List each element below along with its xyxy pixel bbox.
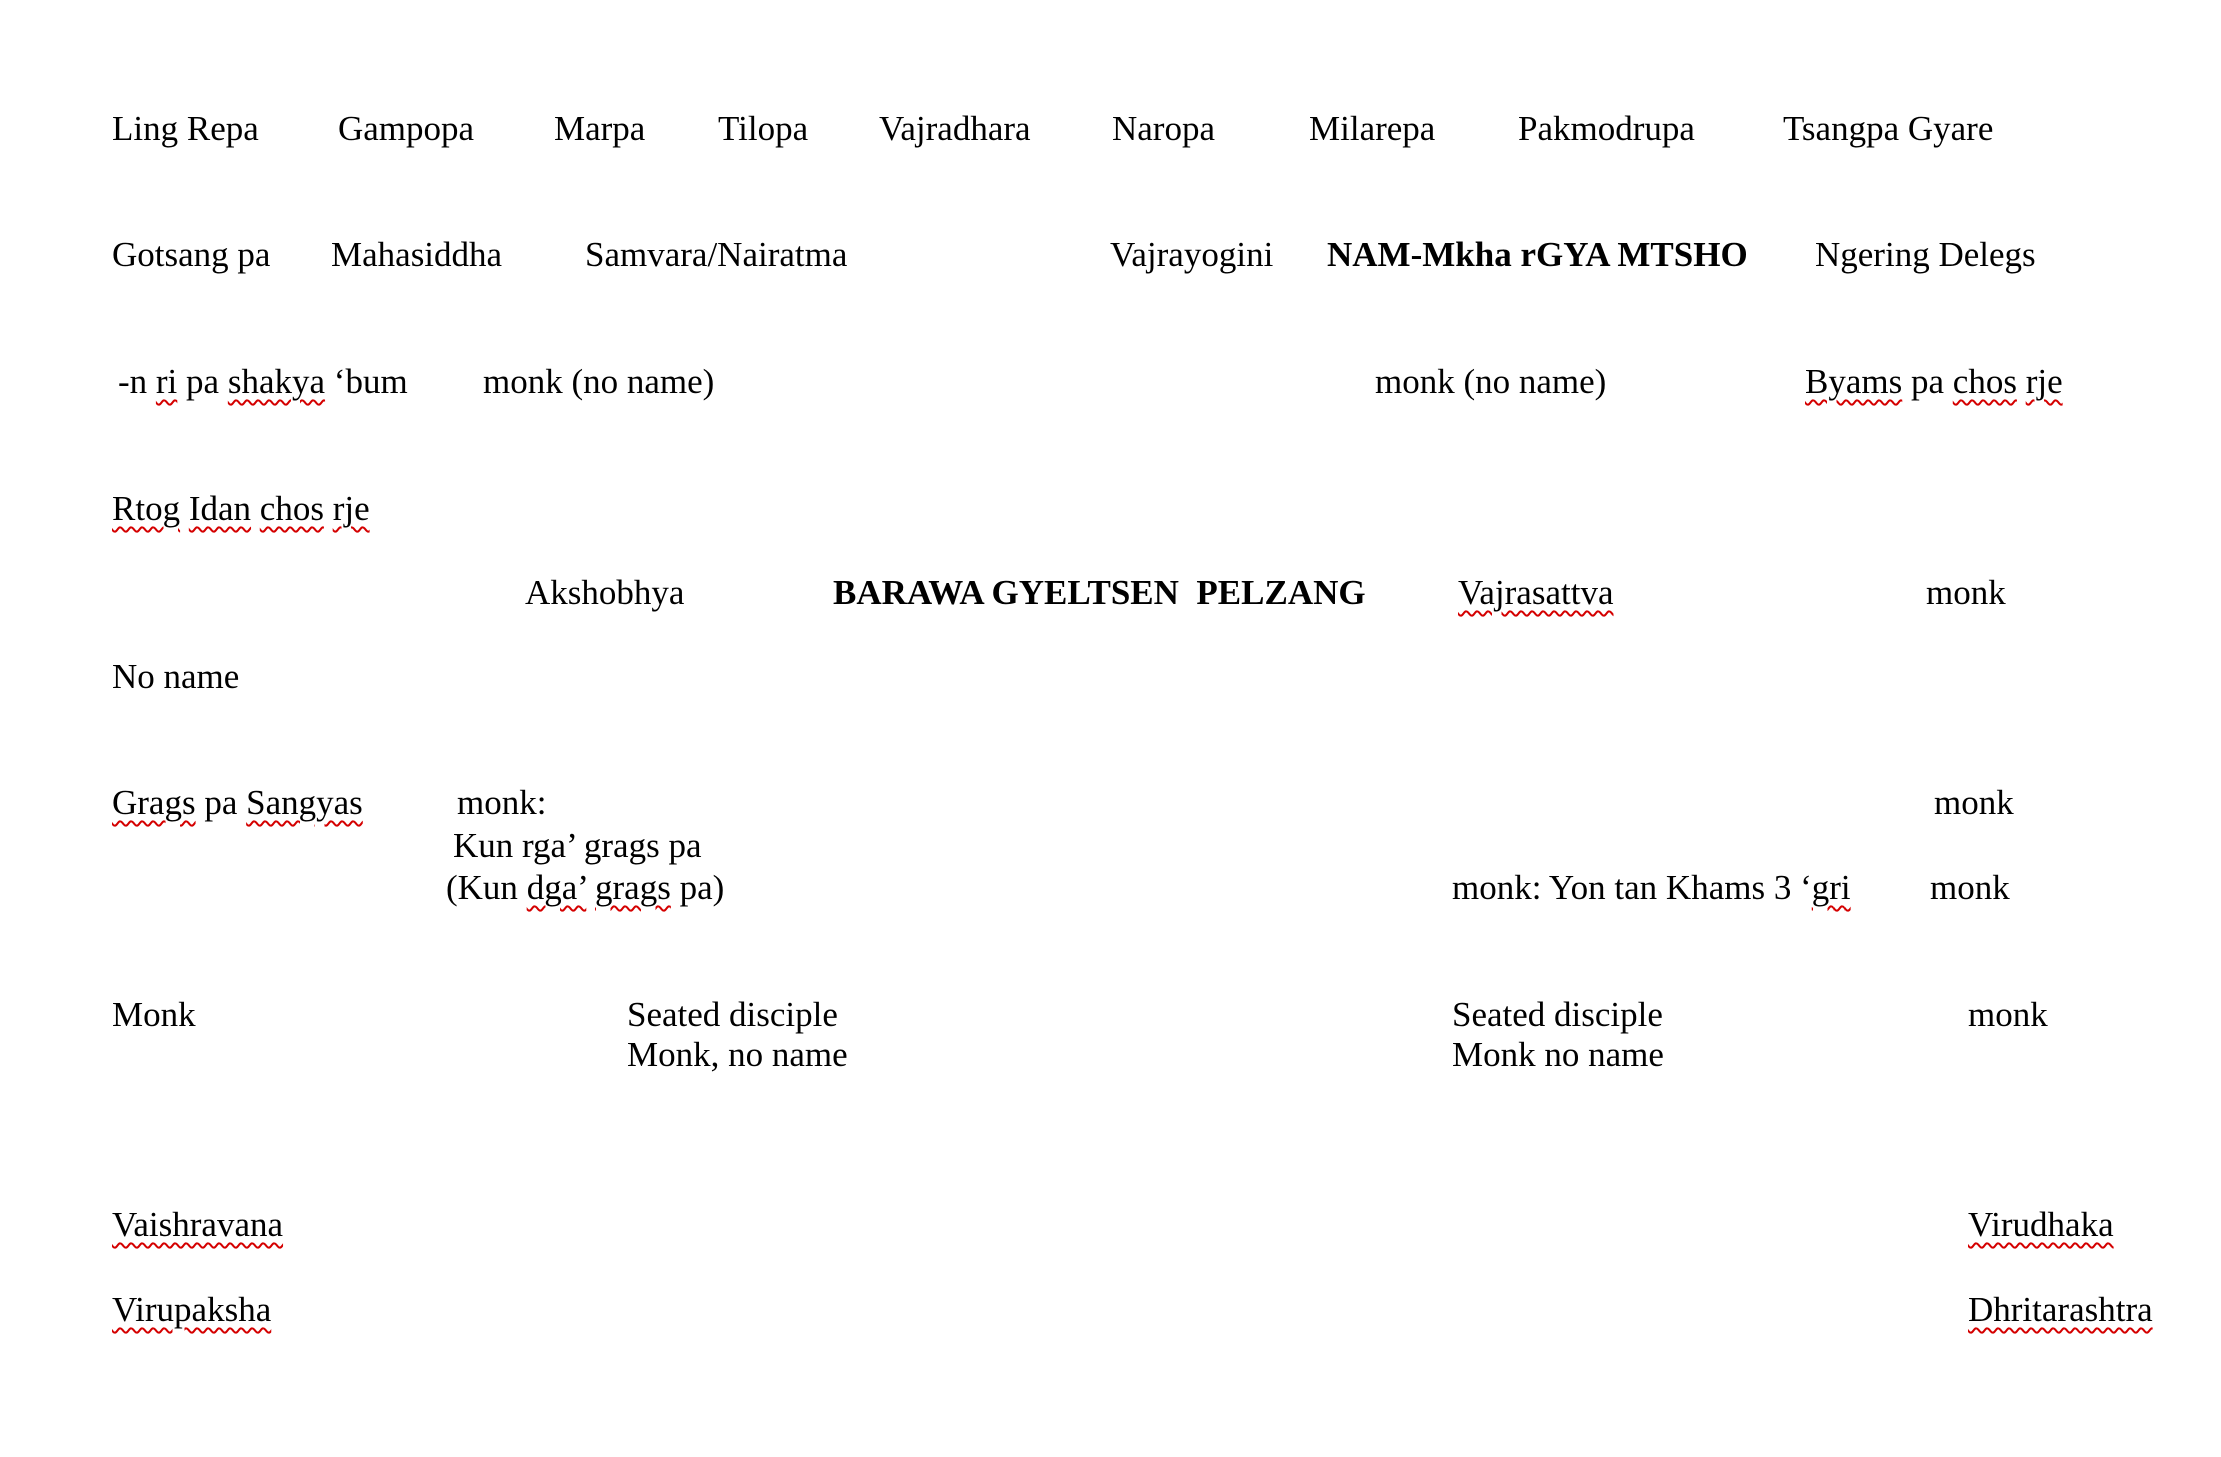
label-monk-no-name-left-disciple: Monk, no name bbox=[627, 1035, 848, 1074]
name-vaishravana: Vaishravana bbox=[112, 1205, 284, 1244]
label-seated-disciple-left: Seated disciple bbox=[627, 995, 838, 1034]
label-monk-no-name-right-disciple: Monk no name bbox=[1452, 1035, 1664, 1074]
name-kun-rga-grags-pa: Kun rga’ grags pa bbox=[453, 826, 702, 865]
label-monk-no-name-right: monk (no name) bbox=[1375, 362, 1607, 401]
name-tsangpa-gyare: Tsangpa Gyare bbox=[1783, 109, 1994, 148]
name-yon-tan-khams: monk: Yon tan Khams 3 ‘gri bbox=[1452, 868, 1851, 907]
name-rtog-idan-chos-rje: Rtog Idan chos rje bbox=[112, 489, 370, 528]
label-monk-left: Monk bbox=[112, 995, 196, 1034]
name-ngering-delegs: Ngering Delegs bbox=[1815, 235, 2036, 274]
name-pakmodrupa: Pakmodrupa bbox=[1518, 109, 1695, 148]
label-monk-no-name-left: monk (no name) bbox=[483, 362, 715, 401]
name-marpa: Marpa bbox=[554, 109, 646, 148]
label-seated-disciple-right: Seated disciple bbox=[1452, 995, 1663, 1034]
name-ling-repa: Ling Repa bbox=[112, 109, 259, 148]
label-monk-row9: monk bbox=[1968, 995, 2048, 1034]
name-vajradhara: Vajradhara bbox=[879, 109, 1031, 148]
name-tilopa: Tilopa bbox=[718, 109, 809, 148]
central-figure-name: BARAWA GYELTSEN PELZANG bbox=[833, 573, 1366, 612]
name-grags-pa-sangyas: Grags pa Sangyas bbox=[112, 783, 363, 822]
name-nri-pa-shakya-bum: -n ri pa shakya ‘bum bbox=[118, 362, 408, 401]
label-monk-row5: monk bbox=[1926, 573, 2006, 612]
label-no-name: No name bbox=[112, 657, 240, 696]
label-monk-row8: monk bbox=[1930, 868, 2010, 907]
name-virupaksha: Virupaksha bbox=[112, 1290, 272, 1329]
name-namkha-gyamtsho: NAM-Mkha rGYA MTSHO bbox=[1327, 235, 1748, 274]
name-gampopa: Gampopa bbox=[338, 109, 475, 148]
name-byams-pa-chos-rje: Byams pa chos rje bbox=[1805, 362, 2063, 401]
name-dhritarashtra: Dhritarashtra bbox=[1968, 1290, 2153, 1329]
name-mahasiddha: Mahasiddha bbox=[331, 235, 503, 274]
name-vajrayogini: Vajrayogini bbox=[1110, 235, 1274, 274]
name-naropa: Naropa bbox=[1112, 109, 1216, 148]
name-samvara-nairatma: Samvara/Nairatma bbox=[585, 235, 848, 274]
label-monk-colon: monk: bbox=[457, 783, 547, 822]
name-akshobhya: Akshobhya bbox=[525, 573, 685, 612]
label-monk-row7: monk bbox=[1934, 783, 2014, 822]
name-vajrasattva: Vajrasattva bbox=[1458, 573, 1614, 612]
name-gotsang-pa: Gotsang pa bbox=[112, 235, 271, 274]
name-virudhaka: Virudhaka bbox=[1968, 1205, 2114, 1244]
name-milarepa: Milarepa bbox=[1309, 109, 1436, 148]
name-kun-dga-grags-pa: (Kun dga’ grags pa) bbox=[446, 868, 725, 907]
